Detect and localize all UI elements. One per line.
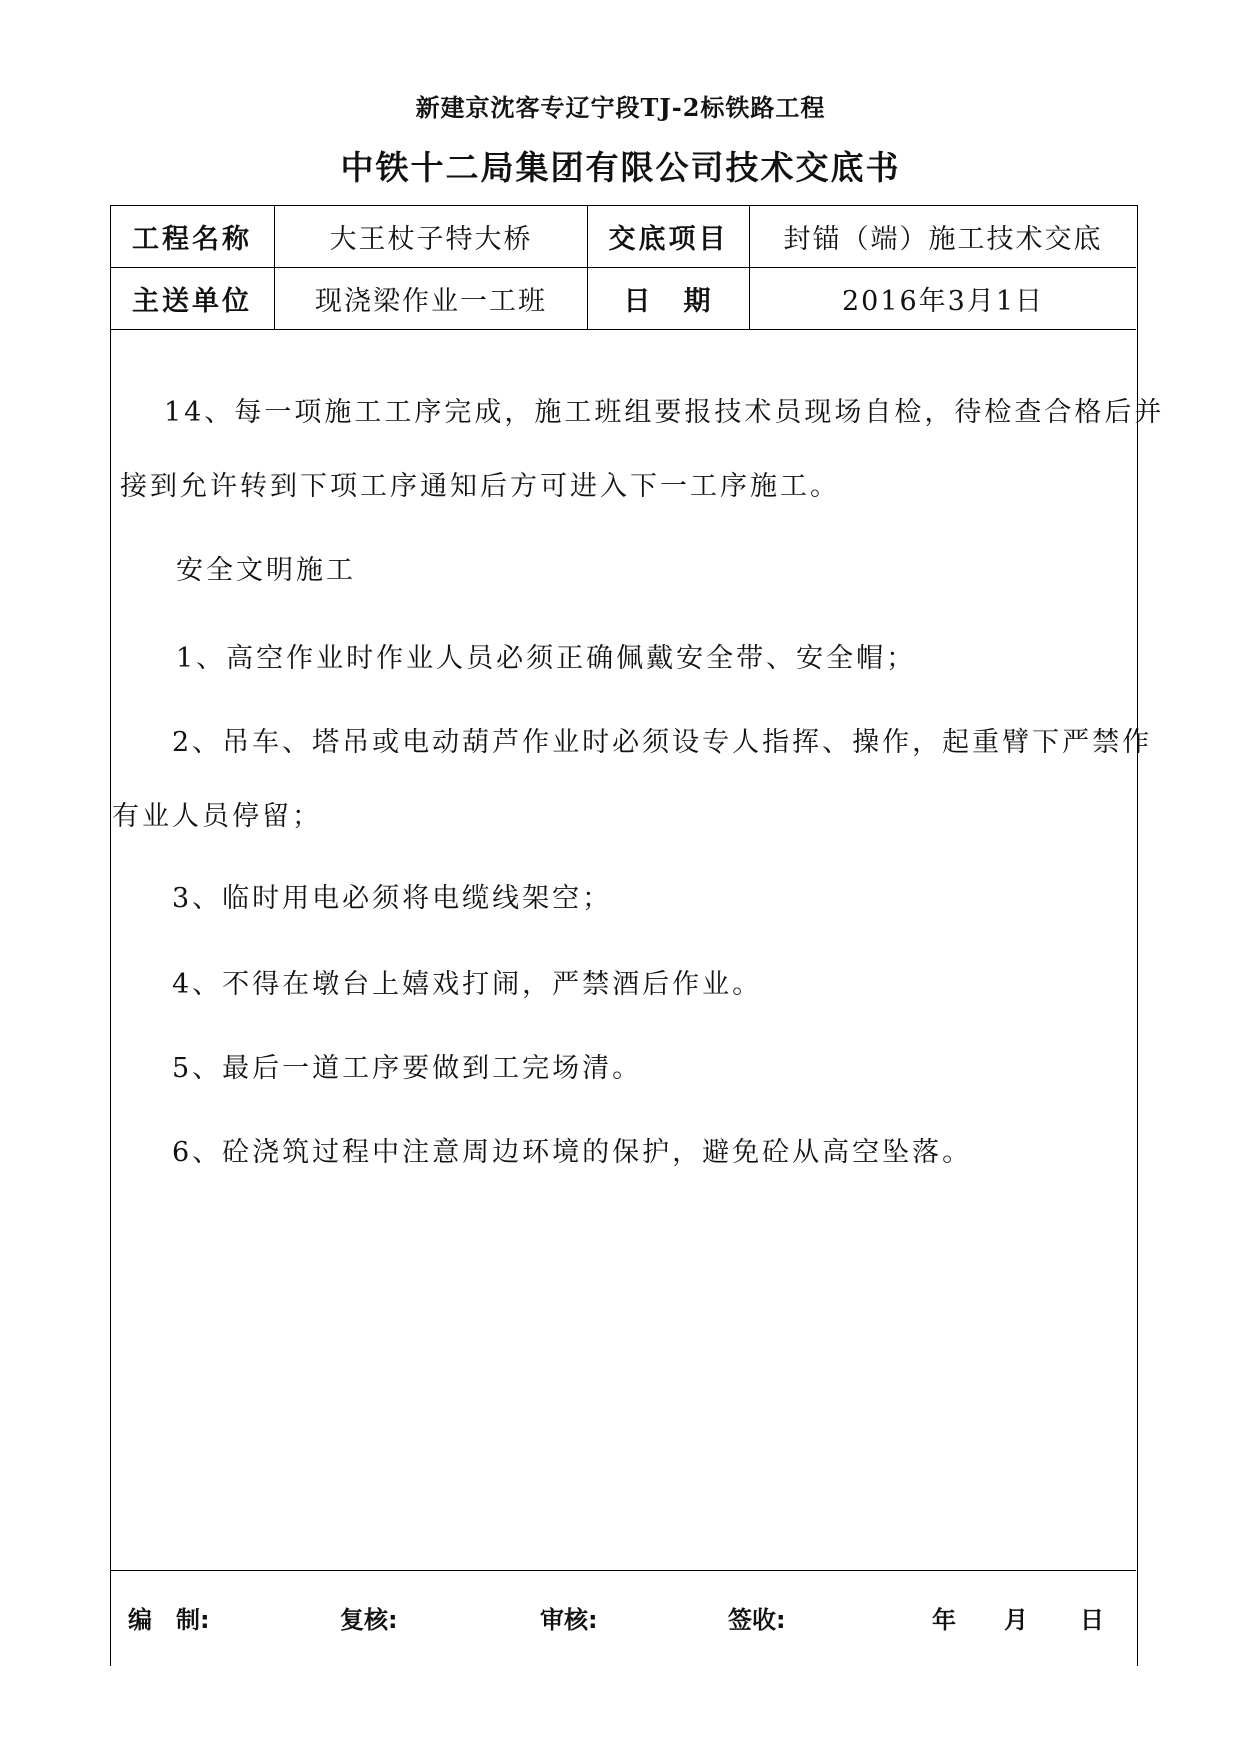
compile-label: 编 制: — [128, 1606, 210, 1634]
safety-item-4: 4、不得在墩台上嬉戏打闹，严禁酒后作业。 — [172, 969, 763, 1000]
recipient-unit-value: 现浇梁作业一工班 — [275, 267, 588, 329]
date-value: 2016年3月1日 — [841, 285, 1045, 317]
safety-item-2-line1: 2、吊车、塔吊或电动葫芦作业时必须设专人指挥、操作，起重臂下严禁作 — [172, 727, 1153, 758]
audit-label: 审核: — [540, 1606, 598, 1634]
section-title: 安全文明施工 — [176, 555, 356, 586]
project-name-value: 大王杖子特大桥 — [275, 205, 588, 267]
briefing-item-label: 交底项目 — [588, 205, 750, 267]
project-line: 新建京沈客专辽宁段TJ-2标铁路工程 — [415, 93, 826, 122]
paragraph-14-line1: 14、每一项施工工序完成，施工班组要报技术员现场自检，待检查合格后并 — [164, 397, 1165, 428]
info-row-2 — [110, 267, 1136, 330]
review-label: 复核: — [340, 1606, 398, 1634]
safety-item-1: 1、高空作业时作业人员必须正确佩戴安全带、安全帽； — [176, 643, 917, 674]
safety-item-2-line2: 有业人员停留； — [112, 801, 322, 832]
safety-item-5: 5、最后一道工序要做到工完场清。 — [172, 1053, 643, 1084]
info-row-1 — [110, 205, 1136, 268]
project-name-label: 工程名称 — [110, 205, 275, 267]
year-label: 年 — [932, 1606, 956, 1634]
day-label: 日 — [1080, 1606, 1104, 1634]
safety-item-3: 3、临时用电必须将电缆线架空； — [172, 883, 613, 914]
document-title: 中铁十二局集团有限公司技术交底书 — [340, 148, 901, 187]
month-label: 月 — [1004, 1606, 1028, 1634]
footer-divider — [110, 1570, 1136, 1571]
safety-item-6: 6、砼浇筑过程中注意周边环境的保护，避免砼从高空坠落。 — [172, 1137, 973, 1168]
paragraph-14-line2: 接到允许转到下项工序通知后方可进入下一工序施工。 — [120, 471, 840, 502]
recipient-unit-label: 主送单位 — [110, 267, 275, 329]
briefing-item-value: 封锚（端）施工技术交底 — [783, 223, 1103, 255]
receive-label: 签收: — [728, 1606, 786, 1634]
date-label: 日 期 — [588, 267, 750, 329]
